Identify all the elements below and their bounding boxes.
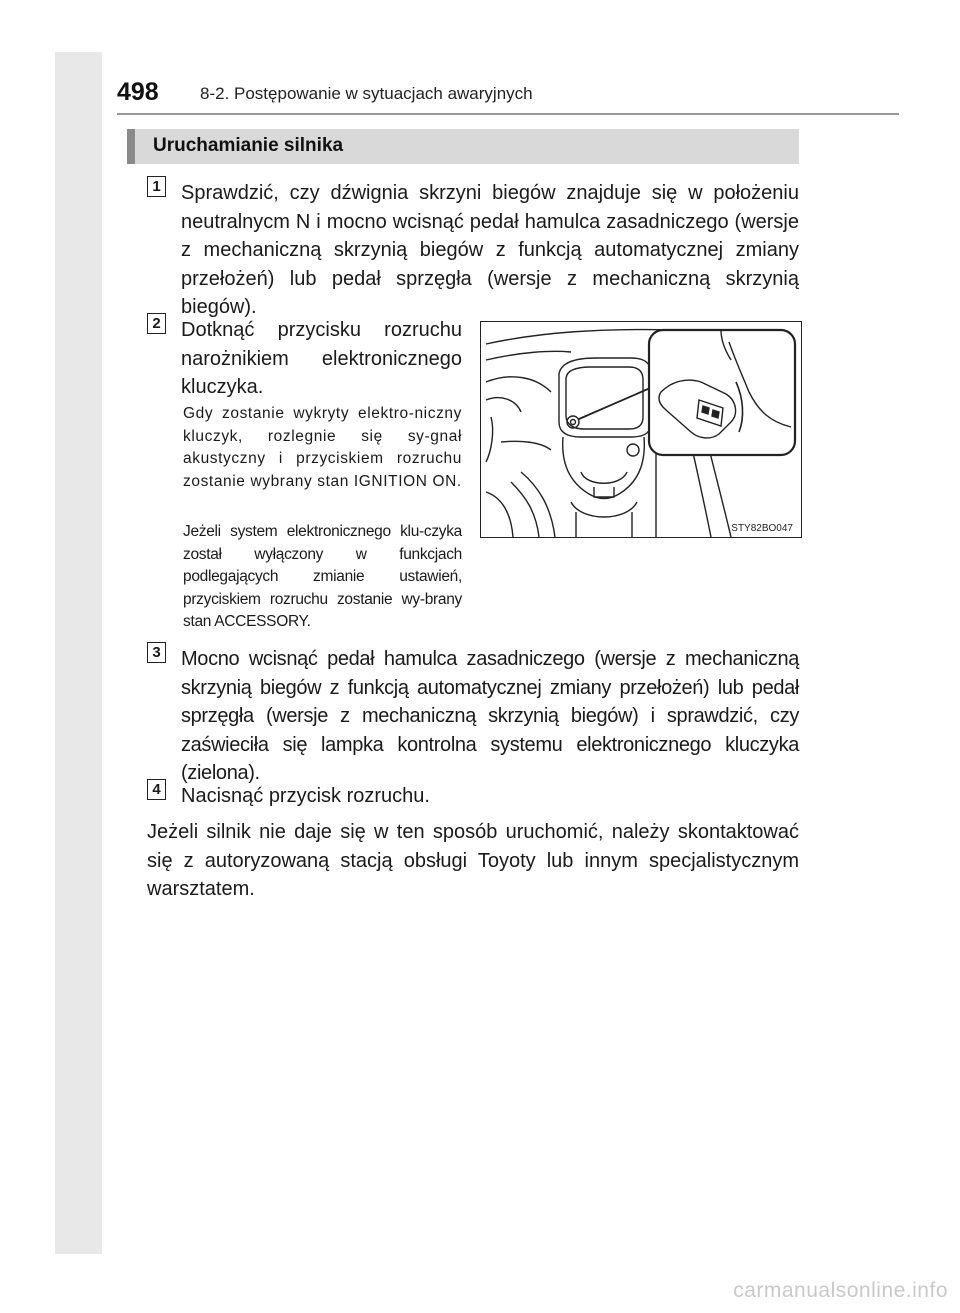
- start-button-illustration: [480, 321, 802, 538]
- step-2-number: 2: [147, 313, 166, 334]
- step-2-note-1: Gdy zostanie wykryty elektro-niczny kluczyk, rozlegnie się sy-gnał akustyczny i przyciskiem rozruchu zostanie wybrany stan IGNITION ON.: [183, 405, 462, 490]
- figure-code: STY82BO047: [731, 523, 793, 534]
- side-margin-strip: [55, 52, 102, 1254]
- step-2-text: Dotknąć przycisku rozruchu narożnikiem elektronicznego kluczyka.: [181, 319, 462, 398]
- step-4-text: Nacisnąć przycisk rozruchu.: [181, 785, 430, 807]
- step-1-number: 1: [147, 176, 166, 197]
- section-header: [127, 129, 799, 164]
- dashboard-drawing: [481, 322, 802, 538]
- step-3-number: 3: [147, 642, 166, 663]
- step-3-text: Mocno wcisnąć pedał hamulca zasadniczego (wersje z mechaniczną skrzynią biegów z funkcją automatycznej zmiany przełożeń) lub pedał sprzęgła (wersje z mechaniczną skrzynią biegów) i sprawdzić, czy zaświeciła się lampka kontrolna systemu elektronicznego kluczyka (zielona).: [181, 648, 799, 784]
- section-title: Uruchamianie silnika: [153, 135, 344, 156]
- step-1-text: Sprawdzić, czy dźwignia skrzyni biegów znajduje się w położeniu neutralnycm N i mocno wcisnąć pedał hamulca zasadniczego (wersje z mechaniczną skrzynią biegów z funkcją automatycznej zmiany przełożeń) lub pedał sprzęgła (wersje z mechaniczną skrzynią biegów).: [181, 182, 799, 318]
- page-number: 498: [117, 78, 159, 106]
- step-4-number: 4: [147, 779, 166, 800]
- chapter-title: 8-2. Postępowanie w sytuacjach awaryjnych: [200, 84, 533, 103]
- closing-paragraph: Jeżeli silnik nie daje się w ten sposób uruchomić, należy skontaktować się z autoryzowaną stacją obsługi Toyoty lub innym specjalistycznym warsztatem.: [147, 821, 799, 900]
- watermark: carmanualsonline.info: [733, 1279, 948, 1302]
- header-divider: [117, 113, 899, 115]
- step-2-note-2: Jeżeli system elektronicznego klu-czyka został wyłączony w funkcjach podlegających zmianie ustawień, przyciskiem rozruchu zostanie wy-brany stan ACCESSORY.: [183, 523, 462, 630]
